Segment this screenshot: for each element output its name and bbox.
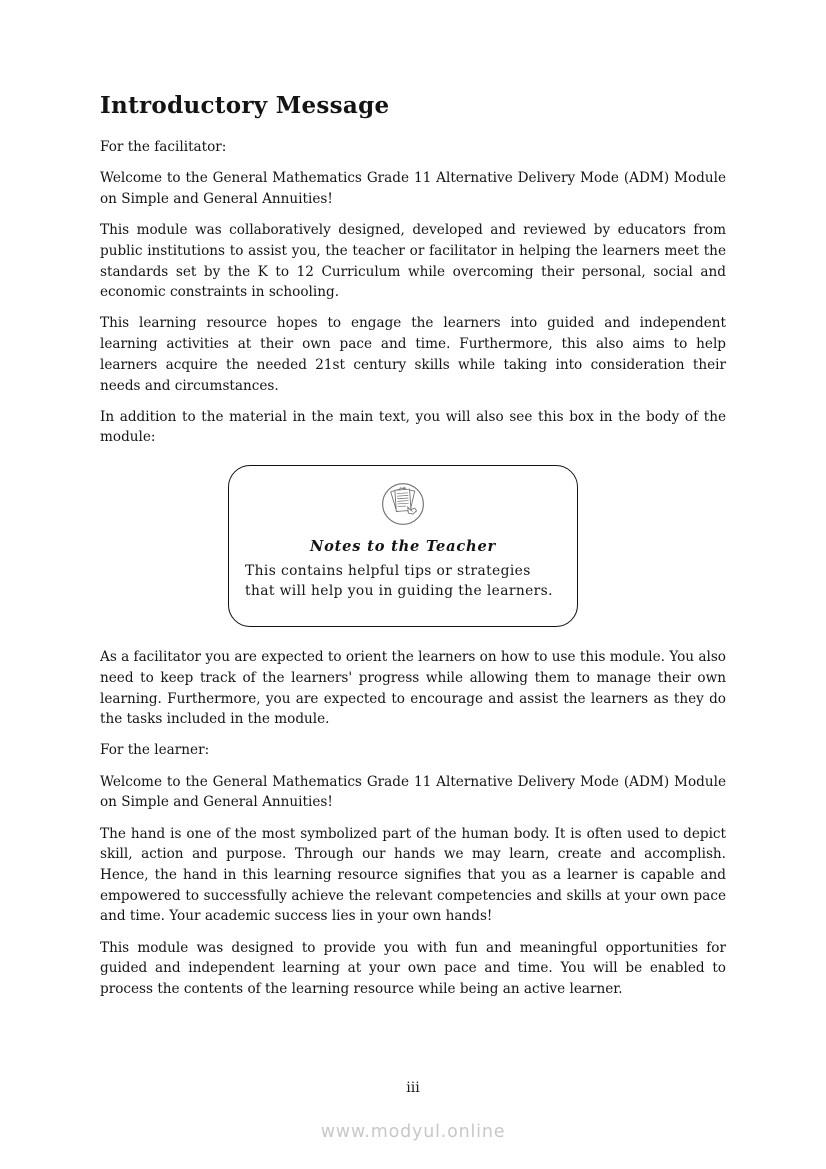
facilitator-paragraph: This learning resource hopes to engage the learners into guided and independent learning activities at their own pace and time. Furthermore, this also aims to help learners acquire the needed 21st century skills while taking into consideration their needs and circumstances. — [100, 315, 726, 394]
watermark: www.modyul.online — [320, 1122, 506, 1142]
notes-box-heading: Notes to the Teacher — [309, 538, 497, 556]
page-number: iii — [406, 1080, 420, 1096]
page-title: Introductory Message — [100, 92, 390, 119]
learner-paragraph: This module was designed to provide you with fun and meaningful opportunities for guided and independent learning at your own pace and time. You will be enabled to process the contents of the learning resource while being an active learner. — [100, 939, 726, 997]
notes-to-teacher-box — [228, 465, 578, 627]
facilitator-paragraph: In addition to the material in the main text, you will also see this box in the body of the module: — [100, 408, 726, 446]
page-content — [100, 92, 726, 1010]
facilitator-label: For the facilitator: — [100, 139, 227, 155]
facilitator-paragraph: Welcome to the General Mathematics Grade 11 Alternative Delivery Mode (ADM) Module on Simple and General Annuities! — [100, 170, 726, 207]
learner-label: For the learner: — [100, 742, 210, 759]
notes-box-body: This contains helpful tips or strategies that will help you in guiding the learners. — [245, 563, 553, 599]
papers-hand-icon — [377, 478, 429, 530]
learner-paragraph: The hand is one of the most symbolized part of the human body. It is often used to depict skill, action and purpose. Through our hands we may learn, create and accomplish. Hence, the hand in this learning resource signifies that you as a learner is capable and empowered to successfully achieve the relevant competencies and skills at your own pace and time. Your academic success lies in your own hands! — [100, 825, 726, 925]
facilitator-paragraph: This module was collaboratively designed, developed and reviewed by educators from public institutions to assist you, the teacher or facilitator in helping the learners meet the standards set by the K to 12 Curriculum while overcoming their personal, social and economic constraints in schooling. — [100, 222, 726, 301]
facilitator-closing-paragraph: As a facilitator you are expected to orient the learners on how to use this module. You also need to keep track of the learners' progress while allowing them to manage their own learning. Furthermore, you are expected to encourage and assist the learners as they do the tasks included in the module. — [100, 649, 726, 728]
learner-paragraph: Welcome to the General Mathematics Grade 11 Alternative Delivery Mode (ADM) Module on Simple and General Annuities! — [100, 773, 726, 811]
